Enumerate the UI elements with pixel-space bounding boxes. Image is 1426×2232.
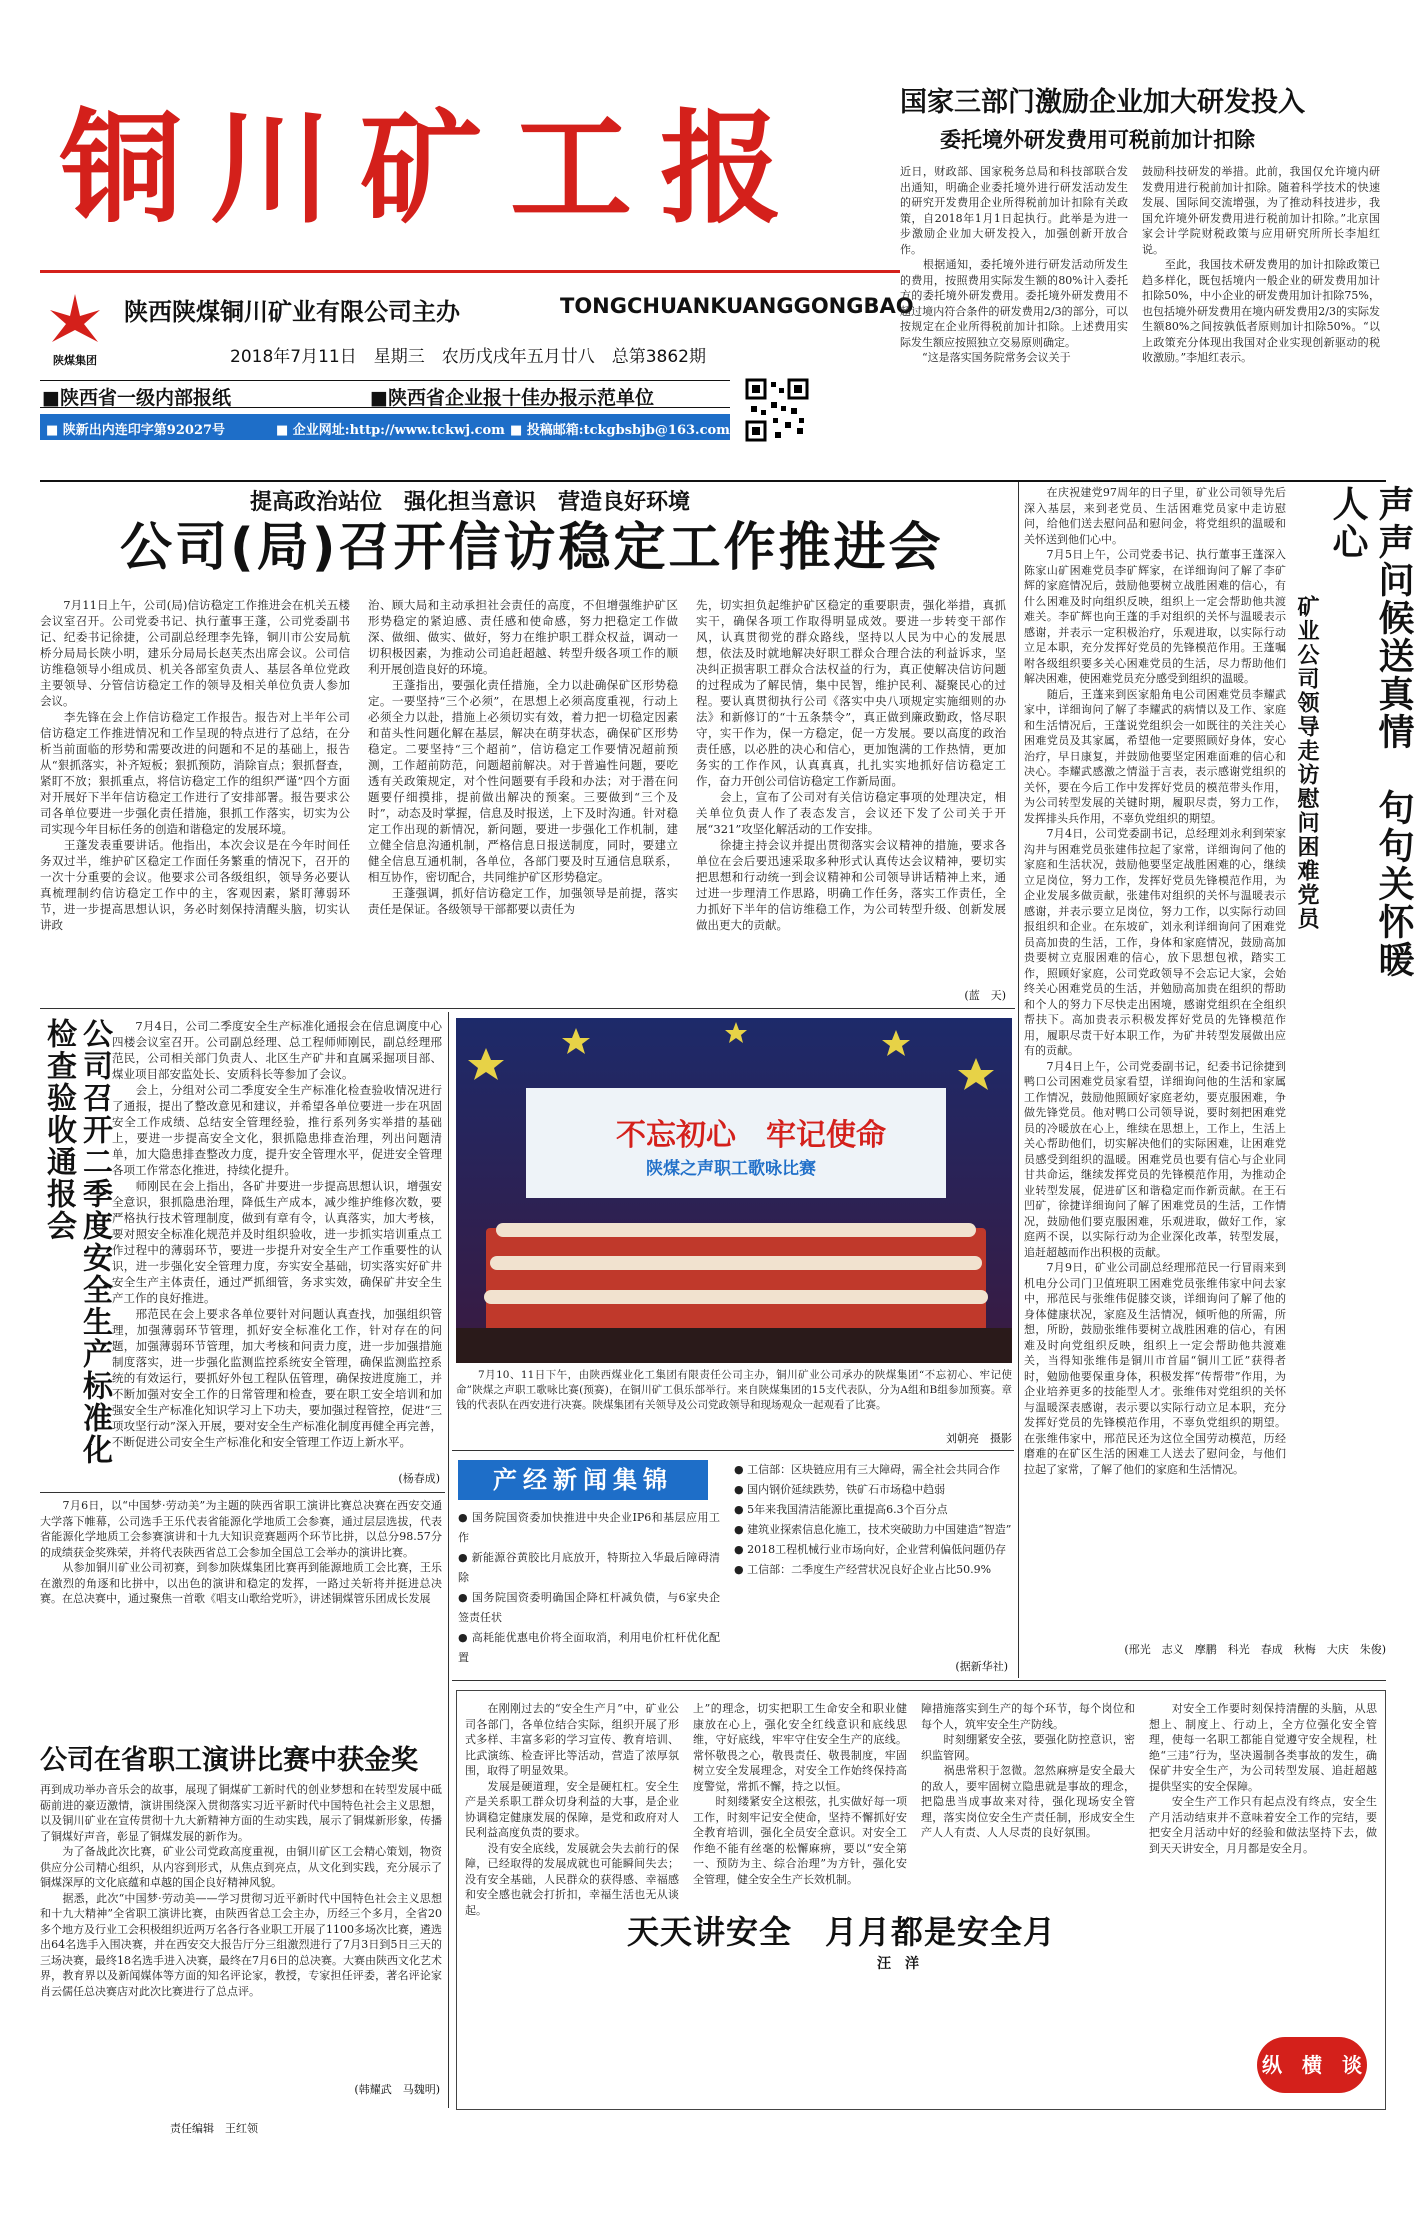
- submission-email[interactable]: ■ 投稿邮箱:tckgbsbjb@163.com: [510, 423, 730, 438]
- standardization-story: [40, 1018, 445, 1488]
- choir-stage-image: [456, 1018, 1012, 1363]
- lead-bottom-rule: [40, 1008, 1015, 1009]
- sponsor-line: 陕西陕煤铜川矿业有限公司主办: [124, 298, 460, 326]
- top-right-story: [900, 80, 1380, 475]
- safety-column-2b: [693, 1983, 907, 2101]
- visit-text: 在庆祝建党97周年的日子里，矿业公司领导先后深入基层，来到老党员、生活困难党员家中走访慰问，给他们送去慰问品和慰问金，将党组织的温暖和关怀送到他们心中。 7月5日上午，公司党委书记、执行董事王蓬深入陈家山矿困难党员李矿辉家，在详细询问了解了李矿辉的家庭情况后，鼓励他要树立战胜困难的信心，有什么困难及时向组织反映，组织上一定会帮助他共渡难关。李矿辉也向王蓬的手对组织的关怀与温暖表示感谢，并表示一定积极治疗，乐观进取，以实际行动立足本职，充分发挥好党员的先锋模范作用。王蓬嘱咐各级组织要多关心困难党员的生活，尽力帮助他们解决困难，使困难党员充分感受到组织的温暖。 随后，王蓬来到医家船角电公司困难党员李耀武家中，详细询问了解了李耀武的病情以及工作、家庭和生活情况后，王蓬说党组织会一如既往的关注关心困难党员及其家属，希望他一定要照顾好身体，安心治疗，早日康复，并鼓励他要坚定困难面难的信心和决心。李耀武感激之情溢于言表，表示感谢党组织的关怀，要在今后工作中发挥好党员的模范带头作用，为公司转型发展的关键时期，履职尽责，努力工作，发挥排头兵作用，不辜负党组织的期望。 7月4日，公司党委副书记，总经理刘永利到荣家沟井与困难党员张建伟拉起了家常，详细询问了他的家庭和生活状况，鼓励他要坚定战胜困难的心，继续立足岗位，努力工作，发挥好党员先锋模范作用，为企业发展多做贡献，张建伟对组织的关怀与温暖表示感谢，并表示要立足岗位，努力工作，以实际行动回报组织和企业。在东坡矿，刘永利详细询问了困难党员高加贵的生活，工作，身体和家庭情况，鼓励高加贵要树立克服困难的信心，放下思想包袱，踏实工作，照顾好家庭，公司党政领导不会忘记大家，会始终关心困难党员的生活，并勉励高加贵在组织的帮助和个人的努力下尽快走出困境，感谢党组织在全组织帮扶下。高加贵表示积极发挥好党员的先锋模范作用，履职尽责干好本职工作，为矿井转型发展做出应有的贡献。 7月4日上午，公司党委副书记，纪委书记徐捷到鸭口公司困难党员家看望，详细询问他的生活和家属工作情况，鼓励他照顾好家庭老幼，要克服困难，争做先锋党员。他对鸭口公司领导说，要时刻把困难党员的冷暖放在心上，维续在思想上，工作上，生活上关心帮助他们，切实解决他们的实际困难，让困难党员感受到组织的温暖。困难党员也要有信心与企业同甘共命运，继续发挥党员的先锋模范作用，为推动企业转型发展，促进矿区和谐稳定而作新贡献。在王石凹矿，徐捷详细询问了解了困难党员的生活，工作情况，鼓励他们要克服困难，乐观进取，做好工作，家庭两不误，以实际行动为企业深化改革，转型发展，追赶超越而作出积极的贡献。 7月9日，矿业公司副总经理邢范民一行冒雨来到机电分公司门卫值班职工困难党员张维伟家中问去家中，邢范民与张维伟促膝交谈，详细询问了解了他的身体健康状况，家庭及生活情况，倾听他的所需，所想，所盼，鼓励张维伟要树立战胜困难的信心，有困难及时向党组织反映，组织上一定会帮助他共渡难关，当得知张维伟是铜川市首届“铜川工匠”获得者时，勉励他要保重身体，积极发挥“传帮带”作用，为企业培养更多的技能型人才。张维伟对党组织的关怀与温暖深表感谢，表示要以实际行动立足本职，充分发挥好党员的先锋模范作用，不辜负党组织的期望。在张维伟家中，邢范民还为这位全国劳动模范，历经磨难的在矿区生活的困难工人送去了慰问金，与他们拉起了家常，了解了他们的家庭和生活情况。: [1024, 486, 1286, 1476]
- photo-banner: 不忘初心 牢记使命: [616, 1118, 886, 1153]
- visit-story: [1024, 485, 1414, 1675]
- safety-column-3: 障措施落实到生产的每个环节，每个岗位和每个人，筑牢安全生产防线。 时刻绷紧安全弦，要强化防控意识，密织监管网。 祸患常积于忽微。忽然麻痹是安全最大的敌人，要牢固树立隐患就是事故的理念，把隐患当成事故来对待，强化现场安全管理，落实岗位安全生产责任制，形成安全生产人人有责、人人尽责的良好氛围。: [921, 1702, 1135, 1839]
- safety-column-4: 对安全工作要时刻保持清醒的头脑，从思想上、制度上、行动上，全方位强化安全管理，使每一名职工都能自觉遵守安全规程，杜绝“三违”行为，坚决遏制各类事故的发生，确保矿井安全生产，为公司转型发展、追赶超越提供坚实的安全保障。 安全生产工作只有起点没有终点，安全生产月活动结束并不意味着安全工作的完结，要把安全月活动中好的经验和做法坚持下去，做到天天讲安全，月月都是安全月。: [1149, 1702, 1377, 1855]
- safety-column-2: 上”的理念，切实把职工生命安全和职业健康放在心上，强化安全红线意识和底线思维，守好底线，牢牢守住安全生产的底线。常怀敬畏之心，敬畏责任、敬畏制度，牢固树立安全发展理念，对安全工作始终保持高度警觉，常抓不懈，持之以恒。 时刻缕紧安全这根弦，扎实做好每一项工作，时刻牢记安全使命，坚持不懈抓好安全教育培训，强化全员安全意识。对安全工作绝不能有丝毫的松懈麻痹，要以“安全第一、预防为主、综合治理”为方针，强化安全管理，健全安全生产长效机制。: [693, 1702, 907, 1886]
- date-line: 2018年7月11日 星期三 农历戊戌年五月廿八 总第3862期: [230, 347, 706, 367]
- logo-caption: 陕煤集团: [53, 354, 97, 367]
- masthead-divider: [40, 480, 1386, 482]
- rd-column-1: 近日，财政部、国家税务总局和科技部联合发出通知，明确企业委托境外进行研发活动发生的研究开发费用企业所得税前加计扣除有关政策，自2018年1月1日起执行。此举是为进一步激励企业加大研发投入，加强创新开放合作。 根据通知，委托境外进行研发活动所发生的费用，按照费用实际发生额的80%计入委托方的委托境外研发费用。委托境外研发费用不超过境内符合条件的研发费用2/3的部分，可以按规定在企业所得税前加计扣除。上述费用实际发生额应按照独立交易原则确定。 “这是落实国务院常务会议关于: [900, 165, 1128, 364]
- safety-column-1: 在刚刚过去的“安全生产月”中，矿业公司各部门，各单位结合实际，组织开展了形式多样、丰富多彩的学习宣传、教育培训、比武演练、检查评比等活动，营造了浓厚氛围，取得了明显效果。 发展是硬道理，安全是硬杠杠。安全生产是关系职工群众切身利益的大事，是企业协调稳定健康发展的保障，是党和政府对人民利益高度负责的要求。 没有安全底线，发展就会失去前行的保障，已经取得的发展成就也可能瞬间失去；没有安全基础，人民群众的获得感、幸福感和安全感也就会打折扣，幸福生活也无从谈起。: [465, 1702, 679, 1917]
- left-mid-rule: [40, 1492, 445, 1493]
- right-column-divider: [1018, 482, 1019, 1678]
- lead-column-1: 7月11日上午，公司(局)信访稳定工作推进会在机关五楼会议室召开。公司党委书记、执行董事王蓬，公司党委副书记、纪委书记徐捷，公司副总经理李先锋，铜川市公安局航桥分局局长陕小明，建乐分局局长赵芙杰出席会议。公司信访维稳领导小组成员、机关各部室负责人、基层各单位党政主要领导、分管信访稳定工作的领导及相关单位负责人参加会议。 李先锋在会上作信访稳定工作报告。报告对上半年公司信访稳定工作推进情况和工作呈现的特点进行了总结，在分析当前面临的形势和需要改进的问题和不足的基础上，报告从“狠抓落实，补齐短板；狠抓预防，消除盲点；狠抓督查，紧盯不放；狠抓重点，将信访稳定工作的组织严谨”四个方面对开展好下半年信访稳定工作进行了安排部署。报告要求公司各单位要进一步强化责任措施，狠抓工作落实，切实为公司实现今年目标任务的创造和谐稳定的发展环境。 王蓬发表重要讲话。他指出，本次会议是在今年时间任务双过半，维护矿区稳定工作面任务繁重的情况下，召开的一次十分重要的会议。他要求公司各级组织，领导务必要认真梳理制约信访稳定工作中的主，客观因素，紧盯薄弱环节，进一步提高思想认识，务必时刻保持清醒头脑，切实认讲政: [40, 598, 350, 932]
- lead-byline: (蓝 天): [964, 989, 1006, 1002]
- footer-editor: 责任编辑 王红领: [170, 2122, 258, 2135]
- photo-bottom-rule: [452, 1450, 1014, 1451]
- visit-byline: (邢光 志义 摩鹏 科光 春成 秋梅 大庆 朱俊): [1124, 1643, 1386, 1656]
- qr-code-icon: [745, 378, 809, 442]
- brief-column-1: ● 国务院国资委加快推进中央企业IP6和基层应用工作 ● 新能源谷黄胶比月底放开，特斯拉入华最后障碍清除 ● 国务院国资委明确国企降杠杆减负债，与6家央企签责任状 ● 高耗能优惠电价将全面取消，利用电价杠杆优化配置: [458, 1511, 720, 1664]
- qr-code: [745, 378, 809, 442]
- masthead-pinyin: TONGCHUANKUANGGONGBAO: [560, 294, 914, 318]
- lead-headline: 公司(局)召开信访稳定工作推进会: [120, 518, 944, 578]
- lead-kicker: 提高政治站位 强化担当意识 营造良好环境: [250, 490, 691, 515]
- banner-provincial: ■陕西省一级内部报纸: [42, 387, 231, 409]
- shaanxi-coal-logo: [40, 290, 110, 367]
- rd-subheadline: 委托境外研发费用可税前加计扣除: [940, 128, 1255, 152]
- safety-author: 汪 洋: [877, 1956, 919, 1972]
- masthead-underline: [40, 270, 900, 273]
- visit-subheadline: 矿业公司领导走访慰问困难党员: [1294, 595, 1319, 931]
- info-row: [40, 414, 730, 440]
- speech-story: [40, 1498, 445, 2098]
- lead-column-2: 治、顾大局和主动承担社会责任的高度，不但增强维护矿区形势稳定的紧迫感、责任感和使命感，努力把稳定工作做深、做细、做实、做好，努力在维护职工群众权益，调动一切积极因素，为推动公司追赶超越、转型升级各项工作的顺利开展创造良好的环境。 王蓬指出，要强化责任措施，全力以赴确保矿区形势稳定。一要坚持“三个必须”，在思想上必须高度重视，行动上必须全力以赴，措施上必须切实有效，着力把一切稳定因素和苗头性问题化解在基层，解决在萌芽状态，确保矿区形势稳定。二要坚持“三个超前”，信访稳定工作要情况超前预测，工作超前防范，问题超前解决。对于普遍性问题，要吃透有关政策规定，对个性问题要有手段和办法；对于潜在问题要仔细摸排，提前做出解决的预案。三要做到“三个及时”，动态及时掌握，信息及时报送，上下及时沟通。针对稳定工作出现的新情况，新问题，要进一步强化工作机制，建立健全信息沟通机制，严格信息日报送制度，同时，要建立健全信息互通机制，各单位，各部门要及时互通信息联系，相互协作，密切配合，共同维护矿区形势稳定。 王蓬强调，抓好信访稳定工作，加强领导是前提，落实责任是保证。各级领导干部都要以责任为: [368, 598, 678, 916]
- speech-byline: (韩耀武 马魏明): [354, 2083, 440, 2096]
- safety-commentary: [456, 1690, 1386, 2110]
- left-column-divider: [448, 1012, 449, 2108]
- lead-column-3: 先，切实担负起维护矿区稳定的重要职责，强化举措，真抓实干，确保各项工作取得明显成效。要进一步转变干部作风，认真贯彻党的群众路线，坚持以人民为中心的发展思想，依法及时就地解决好职工群众合理合法的利益诉求，坚决纠正损害职工群众合法权益的行为，真正使解决信访问题的过程成为了解民情，集中民智，维护民利、凝聚民心的过程。要认真贯彻执行公司《落实中央八项规定实施细则的办法》和新修订的“十五条禁令”，真正做到廉政勤政，恪尽职守，实干作为，保一方稳定，促一方发展。要以高度的政治责任感，以必胜的决心和信心，更加饱满的工作热情，更加务实的工作作风，认真真真，扎扎实实地抓好信访稳定工作，奋力开创公司信访稳定工作新局面。 会上，宣布了公司对有关信访稳定事项的处理决定，相关单位负责人作了表态发言，会议还下发了公司关于开展“321”攻坚化解活动的工作安排。 徐捷主持会议并提出贯彻落实会议精神的措施，要求各单位在会后要迅速采取多种形式认真传达会议精神，要切实把思想和行动统一到会议精神和公司领导讲话精神上来，通过进一步理清工作思路，明确工作任务，落实工作责任，全力抓好下半年的信访维稳工作，为公司转型升级、创新发展做出更大的贡献。: [696, 598, 1006, 932]
- banner-row: [40, 380, 730, 408]
- coal-logo-icon: [40, 290, 110, 348]
- safety-badge-label: 纵 横 谈: [1262, 2053, 1362, 2077]
- standardization-headline: 公司召开二季度安全生产标准化检查验收通报会: [41, 1018, 112, 1466]
- speech-intro: 7月6日，以“中国梦·劳动美”为主题的陕西省职工演讲比赛总决赛在西安交通大学落下帷幕，公司选手王乐代表省能源化学地质工会参赛，通过层层选拔，代表省能源化学地质工会参赛演讲和十九大知识竞赛题两个环节比拼，以总分98.57分的成绩获金奖殊荣，并将代表陕西省总工会参加全国总工会举办的演讲比赛。 从参加铜川矿业公司初赛，到参加陕煤集团比赛再到能源地质工会比赛，王乐在激烈的角逐和比拼中，以出色的演讲和稳定的发挥，一路过关斩将并挺进总决赛。在总决赛中，通过聚焦一首歌《唱支山歌给党听》，讲述铜煤管乐团成长发展: [40, 1499, 442, 1605]
- website-link[interactable]: ■ 企业网址:http://www.tckwj.com: [276, 423, 505, 438]
- standardization-byline: (杨春成): [398, 1472, 440, 1485]
- photo-subbanner: 陕煤之声职工歌咏比赛: [646, 1159, 816, 1179]
- photo-caption: 7月10、11日下午，由陕西煤业化工集团有限责任公司主办，铜川矿业公司承办的陕煤集团“不忘初心、牢记使命”陕煤之声职工歌咏比赛(预赛)，在铜川矿工俱乐部举行。来自陕煤集团的15支代表队，分为A组和B组参加预赛。章钱的代表队在西安进行决赛。陕煤集团有关领导及公司党政领导和现场观众一起观看了比赛。: [456, 1369, 1012, 1411]
- publication-permit: ■ 陕新出内连印字第92027号: [46, 423, 226, 438]
- safety-badge: [1257, 2037, 1367, 2093]
- masthead-title: 铜川矿工报: [60, 96, 810, 240]
- safety-headline: 天天讲安全 月月都是安全月: [627, 1913, 1057, 1951]
- lead-story: [40, 485, 1015, 1005]
- brief-title: 产经新闻集锦: [458, 1460, 708, 1500]
- rd-headline: 国家三部门激励企业加大研发投入: [900, 87, 1305, 118]
- industry-brief: [458, 1460, 1012, 1675]
- masthead: [40, 40, 914, 480]
- brief-byline: (据新华社): [955, 1660, 1008, 1673]
- standardization-text: 7月4日，公司二季度安全生产标准化通报会在信息调度中心四楼会议室召开。公司副总经理、总工程师师刚民，副总经理邢范民，公司相关部门负责人、北区生产矿井和直属采掘项目部、煤业项目部安监处长、安质科长等参加了会议。 会上，分组对公司二季度安全生产标准化检查验收情况进行了通报，提出了整改意见和建议，并希望各单位要进一步在巩固安全工作成绩、总结安全管理经验，推行系列务实举措的基础上，要进一步提高安全文化，狠抓隐患排查治理，列出问题清单，加大隐患排查整改力度，提升安全管理水平，促进安全管理各项工作常态化推进，持续化提升。 师刚民在会上指出，各矿井要进一步提高思想认识，增强安全意识，狠抓隐患治理，降低生产成本，减少维护维修次数，要严格执行技术管理制度，做到有章有令，认真落实，加大考核，要对照安全标准化规范并及时组织验收，进一步抓实培训重点工作过程中的薄弱环节，要进一步提升对安全生产工作重要性的认识，进一步强化安全管理力度，夯实安全基础，切实落实好矿井安全生产主体责任，通过严抓细管，务求实效，确保矿井安全生产工作的良好推进。 邢范民在会上要求各单位要针对问题认真查找，加强组织管理，加强薄弱环节管理，抓好安全标准化工作，针对存在的问题，加强薄弱环节管理，加大考核和问责力度，进一步加强措施制度落实，进一步强化监测监控系统安全管理，确保监测监控系统的有效运行，要抓好外包工程队伍管理，确保按进度施工，并不断加强对安全工作的日常管理和检查，要在职工安全培训和加强安全生产标准化知识学习上下功夫，要加强过程管控，促进“三项攻坚行动”深入开展，要对安全生产标准化制度再健全再完善，不断促进公司安全生产标准化和安全管理工作迈上新水平。: [112, 1019, 442, 1449]
- brief-column-2: ● 工信部：区块链应用有三大障碍，需全社会共同合作 ● 国内钢价延续跌势，铁矿石市场稳中趋弱 ● 5年来我国清洁能源比重提高6.3个百分点 ● 建筑业探索信息化施工，技术突破助力中国建造“智造” ● 2018工程机械行业市场向好，企业营利偏低问题仍存 ● 工信部：二季度生产经营状况良好企业占比50.9%: [734, 1463, 1012, 1576]
- choir-photo: [456, 1018, 1012, 1363]
- speech-headline: 公司在省职工演讲比赛中获金奖: [40, 1745, 418, 1776]
- banner-award: ■陕西省企业报十佳办报示范单位: [370, 387, 654, 409]
- photo-credit: 刘朝亮 摄影: [946, 1432, 1012, 1445]
- rd-column-2: 鼓励科技研发的举措。此前，我国仅允许境内研发费用进行税前加计扣除。随着科学技术的快速发展、国际间交流增强，为了推动科技进步，我国允许境外研发费用进行税前加计扣除。”北京国家会计学院财税政策与应用研究所所长李旭红说。 至此，我国技术研发费用的加计扣除政策已趋多样化，既包括境内一般企业的研发费用加计扣除50%，中小企业的研发费用加计扣除75%，也包括境外研发费用在境内研发费用2/3的实际发生额80%之间按孰低者原则加计扣除50%。“以上政策充分体现出我国对企业实现创新驱动的税收激励。”李旭红表示。: [1142, 165, 1380, 364]
- right-bottom-rule: [452, 1680, 1386, 1681]
- visit-headline: 声声问候送真情 句句关怀暖人心: [1327, 485, 1414, 979]
- speech-text: 再到成功举办音乐会的故事，展现了铜煤矿工新时代的创业梦想和在转型发展中砥砺前进的豪迈激情，演讲围绕深入贯彻落实习近平新时代中国特色社会主义思想，以及铜川矿业在宣传贯彻十九大新精神方面的生动实践，展示了铜煤新形象，传播了铜煤好声音，彰显了铜煤发展的新作为。 为了备战此次比赛，矿业公司党政高度重视，由铜川矿区工会精心策划，物资供应分公司精心组织，从内容到形式，从焦点到亮点，从文化到实践，充分展示了铜煤深厚的文化底蕴和卓越的国企良好精神风貌。 据悉，此次“中国梦·劳动美——学习贯彻习近平新时代中国特色社会主义思想和十九大精神”全省职工演讲比赛，由陕西省总工会主办，历经三个多月，全省20多个地方及行业工会积极组织近两万名各行各业职工开展了1100多场次比赛，遴选出64名选手入围决赛，并在西安交大报告厅分三组激烈进行了7月3日到5日三天的三场决赛，最终18名选手进入决赛，最终在7月6日的总决赛。大赛由陕西文化艺术界，教育界以及新闻媒体等方面的知名评论家，教授，专家担任评委，著名评论家肖云儒任总决赛店对此次比赛进行了总点评。: [40, 1783, 442, 1998]
